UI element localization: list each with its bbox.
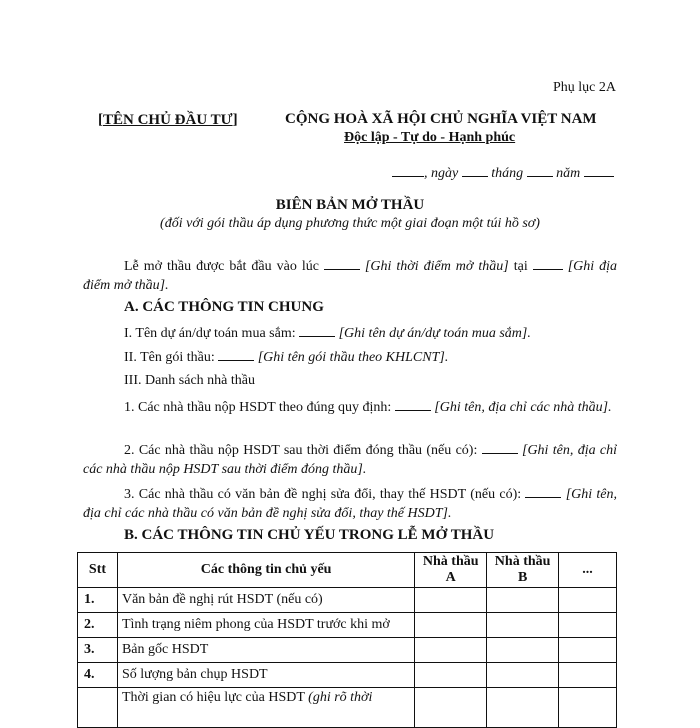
header-more: ... bbox=[559, 553, 617, 588]
bidder-a-cell bbox=[415, 688, 487, 728]
table-row bbox=[78, 688, 617, 728]
country-title: CỘNG HOÀ XÃ HỘI CHỦ NGHĨA VIỆT NAM bbox=[285, 111, 597, 127]
row-info: Bản gốc HSDT bbox=[117, 638, 414, 663]
project-note: [Ghi tên dự án/dự toán mua sắm]. bbox=[338, 326, 531, 341]
investor-close-bracket: ] bbox=[232, 112, 238, 128]
bidder-a-cell bbox=[415, 588, 487, 613]
table-row bbox=[78, 613, 617, 638]
bidder-list-heading: III. Danh sách nhà thầu bbox=[124, 373, 256, 388]
header-info: Các thông tin chủ yếu bbox=[117, 553, 414, 588]
package-label: II. Tên gói thầu: bbox=[124, 350, 215, 365]
bidders-amend-blank bbox=[525, 485, 561, 498]
section-b-heading: B. CÁC THÔNG TIN CHỦ YẾU TRONG LỄ MỞ THẦU bbox=[124, 527, 495, 543]
bidder-b-cell bbox=[487, 588, 559, 613]
package-name-line bbox=[124, 348, 448, 366]
table-row bbox=[78, 638, 617, 663]
more-cell bbox=[559, 613, 617, 638]
bidder-b-cell bbox=[487, 663, 559, 688]
more-cell bbox=[559, 663, 617, 688]
bidders-late-note: [Ghi tên, địa chỉ các nhà thầu nộp HSDT sau thời điểm đóng thầu]. bbox=[83, 443, 618, 477]
investor-name: TÊN CHỦ ĐẦU TƯ bbox=[103, 112, 233, 128]
bidders-amend bbox=[83, 485, 617, 523]
bidders-late-blank bbox=[482, 441, 518, 454]
table-row bbox=[78, 588, 617, 613]
table-header-row bbox=[78, 553, 617, 588]
row-info: Tình trạng niêm phong của HSDT trước khi mở bbox=[117, 613, 414, 638]
row-info-note: (ghi rõ thời bbox=[308, 690, 373, 705]
bidders-on-time-note: [Ghi tên, địa chỉ các nhà thầu]. bbox=[434, 400, 612, 415]
bidder-b-cell bbox=[487, 688, 559, 728]
day-label: , ngày bbox=[424, 166, 459, 181]
motto-text: Độc lập - Tự do - Hạnh phúc bbox=[344, 130, 516, 145]
day-blank bbox=[392, 164, 424, 177]
more-cell bbox=[559, 688, 617, 728]
bidders-late bbox=[83, 441, 617, 479]
bidders-on-time bbox=[83, 398, 617, 417]
opening-info-table bbox=[77, 552, 617, 728]
row-info: Văn bản đề nghị rút HSDT (nếu có) bbox=[117, 588, 414, 613]
document-title: BIÊN BẢN MỞ THẦU bbox=[275, 197, 425, 213]
place-blank bbox=[533, 257, 563, 270]
header-stt: Stt bbox=[78, 553, 118, 588]
row-info-text: Thời gian có hiệu lực của HSDT bbox=[121, 690, 305, 705]
project-name-line bbox=[124, 324, 531, 342]
row-stt: 4. bbox=[78, 663, 118, 688]
date-line bbox=[392, 164, 614, 182]
time-blank bbox=[324, 257, 360, 270]
bidders-late-text: 2. Các nhà thầu nộp HSDT sau thời điểm đóng thầu (nếu có): bbox=[124, 443, 478, 458]
time-note: [Ghi thời điểm mở thầu] bbox=[364, 259, 509, 274]
bidders-amend-text: 3. Các nhà thầu có văn bản đề nghị sửa đổi, thay thế HSDT (nếu có): bbox=[124, 487, 522, 502]
package-blank bbox=[218, 348, 254, 361]
bidder-b-cell bbox=[487, 638, 559, 663]
place-note: [Ghi địa điểm mở thầu]. bbox=[83, 259, 618, 293]
year-label: năm bbox=[556, 166, 581, 181]
investor-placeholder bbox=[98, 112, 238, 129]
more-cell bbox=[559, 588, 617, 613]
bidder-a-cell bbox=[415, 663, 487, 688]
opening-paragraph bbox=[83, 257, 617, 295]
at-label: tại bbox=[513, 259, 528, 274]
project-blank bbox=[299, 324, 335, 337]
month-label: tháng bbox=[491, 166, 524, 181]
bidders-on-time-text: 1. Các nhà thầu nộp HSDT theo đúng quy định: bbox=[124, 400, 392, 415]
bidder-a-cell bbox=[415, 613, 487, 638]
project-label: I. Tên dự án/dự toán mua sắm: bbox=[124, 326, 296, 341]
header-bidder-b: Nhà thầu B bbox=[487, 553, 559, 588]
row-stt: 1. bbox=[78, 588, 118, 613]
opening-text: Lễ mở thầu được bắt đầu vào lúc bbox=[124, 259, 319, 274]
row-stt: 3. bbox=[78, 638, 118, 663]
row-stt bbox=[78, 688, 118, 728]
appendix-label: Phụ lục 2A bbox=[553, 80, 616, 95]
row-info bbox=[117, 688, 414, 728]
table-row bbox=[78, 663, 617, 688]
section-a-heading: A. CÁC THÔNG TIN CHUNG bbox=[124, 299, 324, 315]
investor-open-bracket: [ bbox=[98, 112, 103, 128]
bidders-amend-note: [Ghi tên, địa chỉ các nhà thầu có văn bản đề nghị sửa đổi, thay thế HSDT]. bbox=[83, 487, 618, 521]
month-value-blank bbox=[527, 164, 553, 177]
bidder-a-cell bbox=[415, 638, 487, 663]
document-subtitle: (đối với gói thầu áp dụng phương thức một giai đoạn một túi hồ sơ) bbox=[160, 216, 540, 231]
motto bbox=[344, 130, 515, 146]
row-info: Số lượng bản chụp HSDT bbox=[117, 663, 414, 688]
bidders-on-time-blank bbox=[395, 398, 431, 411]
package-note: [Ghi tên gói thầu theo KHLCNT]. bbox=[257, 350, 449, 365]
year-value-blank bbox=[584, 164, 614, 177]
day-value-blank bbox=[462, 164, 488, 177]
header-bidder-a: Nhà thầu A bbox=[415, 553, 487, 588]
more-cell bbox=[559, 638, 617, 663]
bidder-b-cell bbox=[487, 613, 559, 638]
row-stt: 2. bbox=[78, 613, 118, 638]
